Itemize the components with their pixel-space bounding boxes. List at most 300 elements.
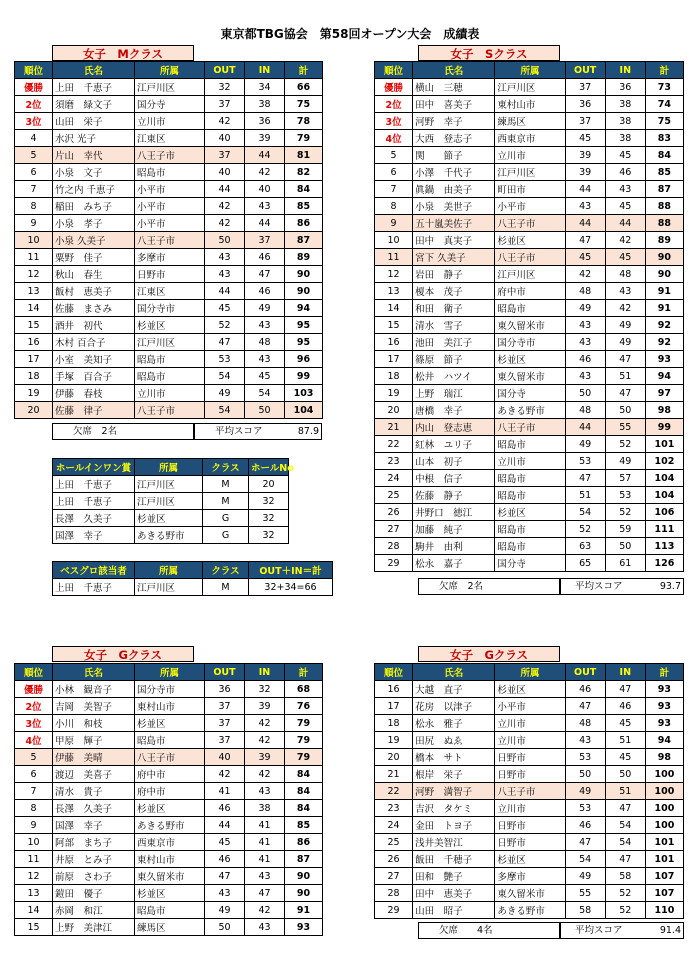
table-row	[15, 749, 323, 766]
cell-name: 上田 千恵子	[53, 579, 135, 596]
cell-affiliation: 杉並区	[135, 800, 205, 817]
cell-name: 河野 満智子	[413, 783, 495, 800]
cell-affiliation: 杉並区	[495, 504, 565, 521]
cell-out: 43	[565, 198, 605, 215]
table-row	[15, 385, 323, 402]
cell-in: 43	[245, 868, 285, 885]
table-row	[375, 732, 684, 749]
cell-total: 94	[645, 732, 683, 749]
column-header-rank: 順位	[375, 62, 413, 79]
cell-in: 52	[605, 504, 645, 521]
table-row	[375, 96, 684, 113]
cell-name: 岩田 静子	[413, 266, 495, 283]
cell-rank: 7	[15, 181, 53, 198]
column-header-out: OUT	[205, 664, 245, 681]
table-row	[15, 698, 323, 715]
cell-rank: 9	[15, 817, 53, 834]
cell-affiliation: 八王子市	[495, 783, 565, 800]
cell-out: 49	[565, 783, 605, 800]
cell-out: 40	[205, 749, 245, 766]
cell-rank: 18	[15, 368, 53, 385]
cell-rank: 15	[15, 317, 53, 334]
table-row	[15, 368, 323, 385]
cell-name: 田中 真実子	[413, 232, 495, 249]
cell-out: 58	[565, 902, 605, 919]
cell-affiliation: 東久留米市	[135, 868, 205, 885]
cell-rank: 5	[15, 147, 53, 164]
cell-in: 50	[605, 402, 645, 419]
cell-in: 42	[245, 766, 285, 783]
cell-out: 63	[565, 538, 605, 555]
cell-name: 水沢 光子	[53, 130, 135, 147]
cell-affiliation: 立川市	[495, 732, 565, 749]
cell-affiliation: 昭島市	[495, 538, 565, 555]
cell-total: 79	[285, 715, 323, 732]
section-label-s: 女子 Sクラス	[418, 45, 560, 61]
cell-in: 54	[605, 834, 645, 851]
cell-total: 66	[285, 79, 323, 96]
cell-affiliation: 小平市	[135, 198, 205, 215]
cell-affiliation: 八王子市	[135, 147, 205, 164]
cell-in: 47	[605, 385, 645, 402]
column-header-in: IN	[245, 664, 285, 681]
cell-in: 49	[245, 300, 285, 317]
section-label-m: 女子 Mクラス	[52, 45, 194, 61]
cell-rank: 28	[375, 538, 413, 555]
average-value: 93.7	[659, 581, 681, 592]
cell-out: 36	[565, 96, 605, 113]
cell-name: 小泉 久美子	[53, 232, 135, 249]
cell-total: 99	[285, 368, 323, 385]
cell-affiliation: 立川市	[495, 715, 565, 732]
cell-name: 上田 千恵子	[53, 493, 135, 510]
cell-total: 104	[645, 487, 683, 504]
cell-name: 松永 雅子	[413, 715, 495, 732]
column-header-in: IN	[605, 62, 645, 79]
cell-out: 48	[565, 283, 605, 300]
cell-name: 山本 初子	[413, 453, 495, 470]
cell-name: 根岸 栄子	[413, 766, 495, 783]
table-row	[375, 79, 684, 96]
cell-in: 52	[605, 436, 645, 453]
cell-out: 43	[565, 368, 605, 385]
cell-affiliation: 国分寺市	[135, 300, 205, 317]
cell-out: 45	[565, 249, 605, 266]
cell-out: 41	[205, 783, 245, 800]
cell-rank: 29	[375, 902, 413, 919]
cell-rank: 25	[375, 834, 413, 851]
cell-affiliation: 立川市	[495, 453, 565, 470]
best-gross-table	[52, 561, 333, 596]
column-header-out: OUT	[205, 62, 245, 79]
table-row	[375, 317, 684, 334]
cell-out: 37	[565, 79, 605, 96]
cell-total: 93	[645, 351, 683, 368]
cell-hole: 32	[249, 493, 289, 510]
average-label: 平均スコア	[215, 426, 263, 437]
cell-rank: 14	[15, 300, 53, 317]
cell-name: 花房 以津子	[413, 698, 495, 715]
cell-rank: 16	[15, 334, 53, 351]
cell-rank: 3位	[15, 715, 53, 732]
table-row	[375, 681, 684, 698]
cell-in: 49	[605, 453, 645, 470]
cell-total: 79	[285, 130, 323, 147]
cell-out: 53	[565, 800, 605, 817]
cell-rank: 7	[375, 181, 413, 198]
cell-in: 50	[605, 766, 645, 783]
cell-total: 100	[645, 783, 683, 800]
table-row	[15, 715, 323, 732]
cell-affiliation: 東村山市	[495, 96, 565, 113]
table-row	[375, 749, 684, 766]
cell-affiliation: 昭島市	[495, 521, 565, 538]
cell-affiliation: 西東京市	[495, 130, 565, 147]
table-row	[375, 783, 684, 800]
cell-rank: 20	[375, 402, 413, 419]
cell-total: 89	[645, 232, 683, 249]
cell-in: 44	[245, 215, 285, 232]
cell-rank: 19	[375, 385, 413, 402]
cell-rank: 18	[375, 368, 413, 385]
cell-name: 佐藤 律子	[53, 402, 135, 419]
cell-total: 84	[285, 783, 323, 800]
cell-in: 59	[605, 521, 645, 538]
table-row	[375, 181, 684, 198]
column-header-rank: 順位	[375, 664, 413, 681]
average-score-m	[194, 423, 322, 440]
cell-out: 49	[565, 868, 605, 885]
cell-in: 49	[605, 334, 645, 351]
cell-rank: 14	[15, 902, 53, 919]
cell-total: 87	[645, 181, 683, 198]
cell-in: 54	[605, 817, 645, 834]
table-row	[15, 317, 323, 334]
cell-name: 中根 信子	[413, 470, 495, 487]
cell-in: 50	[245, 402, 285, 419]
table-row	[375, 851, 684, 868]
cell-in: 47	[245, 885, 285, 902]
cell-affiliation: 日野市	[135, 266, 205, 283]
cell-total: 85	[645, 164, 683, 181]
cell-in: 53	[605, 487, 645, 504]
cell-name: 唐橋 幸子	[413, 402, 495, 419]
cell-total: 68	[285, 681, 323, 698]
cell-in: 47	[605, 800, 645, 817]
section-label-g1: 女子 Gクラス	[52, 646, 194, 662]
cell-affiliation: 江戸川区	[135, 334, 205, 351]
cell-name: 佐藤 静子	[413, 487, 495, 504]
cell-affiliation: 多摩市	[135, 249, 205, 266]
cell-total: 87	[285, 851, 323, 868]
cell-affiliation: 国分寺市	[495, 334, 565, 351]
cell-affiliation: 小平市	[135, 215, 205, 232]
cell-name: 紅林 ユリ子	[413, 436, 495, 453]
table-header-row	[53, 459, 289, 476]
cell-total: 91	[285, 902, 323, 919]
table-row	[375, 834, 684, 851]
table-row	[375, 715, 684, 732]
cell-out: 39	[565, 164, 605, 181]
table-row	[375, 487, 684, 504]
cell-total: 102	[645, 453, 683, 470]
cell-total: 94	[285, 300, 323, 317]
cell-affiliation: 昭島市	[135, 368, 205, 385]
cell-name: 伊藤 春枝	[53, 385, 135, 402]
cell-out: 55	[565, 885, 605, 902]
cell-affiliation: 多摩市	[495, 868, 565, 885]
cell-total: 110	[645, 902, 683, 919]
cell-in: 52	[605, 902, 645, 919]
cell-rank: 4位	[15, 732, 53, 749]
cell-out: 44	[565, 419, 605, 436]
cell-total: 113	[645, 538, 683, 555]
cell-rank: 19	[375, 732, 413, 749]
cell-affiliation: 昭島市	[135, 164, 205, 181]
cell-name: 国澤 幸子	[53, 817, 135, 834]
cell-out: 65	[565, 555, 605, 572]
table-row	[375, 817, 684, 834]
cell-total: 126	[645, 555, 683, 572]
cell-rank: 27	[375, 868, 413, 885]
table-row	[15, 902, 323, 919]
cell-total: 86	[285, 215, 323, 232]
results-table-g1	[14, 663, 323, 936]
cell-name: 河野 幸子	[413, 113, 495, 130]
cell-rank: 9	[375, 215, 413, 232]
cell-out: 47	[205, 334, 245, 351]
cell-name: 渡辺 美喜子	[53, 766, 135, 783]
section-label-g2: 女子 Gクラス	[418, 646, 560, 662]
table-row	[53, 527, 289, 544]
cell-name: 長澤 久美子	[53, 800, 135, 817]
cell-in: 47	[605, 681, 645, 698]
cell-name: 清水 貴子	[53, 783, 135, 800]
cell-affiliation: 府中市	[495, 283, 565, 300]
table-row	[375, 766, 684, 783]
cell-rank: 7	[15, 783, 53, 800]
cell-affiliation: 杉並区	[495, 351, 565, 368]
cell-total: 99	[645, 419, 683, 436]
cell-total: 91	[645, 300, 683, 317]
cell-rank: 16	[375, 334, 413, 351]
cell-in: 55	[605, 419, 645, 436]
average-label: 平均スコア	[575, 925, 623, 936]
cell-total: 90	[285, 283, 323, 300]
cell-out: 52	[205, 317, 245, 334]
cell-total: 74	[645, 96, 683, 113]
cell-affiliation: あきる野市	[135, 527, 203, 544]
cell-rank: 8	[375, 198, 413, 215]
cell-name: 横山 三穂	[413, 79, 495, 96]
cell-in: 43	[245, 351, 285, 368]
cell-name: 山田 栄子	[53, 113, 135, 130]
cell-name: 大西 登志子	[413, 130, 495, 147]
column-header-out: OUT	[565, 62, 605, 79]
cell-name: 池田 美江子	[413, 334, 495, 351]
cell-name: 鎧田 優子	[53, 885, 135, 902]
cell-name: 浅井美智江	[413, 834, 495, 851]
table-row	[15, 681, 323, 698]
table-row	[53, 579, 333, 596]
cell-out: 36	[205, 681, 245, 698]
cell-name: 山田 昭子	[413, 902, 495, 919]
cell-total: 107	[645, 885, 683, 902]
cell-class: G	[203, 527, 249, 544]
table-row	[375, 113, 684, 130]
cell-affiliation: 杉並区	[495, 232, 565, 249]
cell-name: 宮下 久美子	[413, 249, 495, 266]
cell-total: 90	[285, 868, 323, 885]
cell-in: 41	[245, 834, 285, 851]
cell-name: 田尻 ぬゑ	[413, 732, 495, 749]
table-row	[53, 493, 289, 510]
cell-affiliation: あきる野市	[495, 402, 565, 419]
cell-out: 50	[565, 766, 605, 783]
cell-affiliation: 昭島市	[135, 732, 205, 749]
cell-rank: 4位	[375, 130, 413, 147]
table-row	[15, 402, 323, 419]
table-row	[375, 470, 684, 487]
cell-name: 粟野 佳子	[53, 249, 135, 266]
cell-affiliation: 立川市	[495, 147, 565, 164]
cell-out: 47	[565, 834, 605, 851]
cell-in: 44	[605, 215, 645, 232]
cell-in: 46	[245, 283, 285, 300]
cell-affiliation: 八王子市	[495, 249, 565, 266]
cell-in: 38	[605, 113, 645, 130]
cell-name: 小澤 千代子	[413, 164, 495, 181]
cell-affiliation: 杉並区	[135, 885, 205, 902]
cell-out: 47	[565, 698, 605, 715]
cell-in: 42	[245, 902, 285, 919]
cell-out: 37	[565, 113, 605, 130]
table-header-row	[375, 664, 684, 681]
cell-name: 駒井 由利	[413, 538, 495, 555]
cell-affiliation: 国分寺	[495, 385, 565, 402]
cell-out: 43	[205, 885, 245, 902]
cell-in: 51	[605, 368, 645, 385]
cell-total: 85	[285, 198, 323, 215]
cell-name: 上野 美津江	[53, 919, 135, 936]
cell-name: 小泉 文子	[53, 164, 135, 181]
cell-total: 84	[285, 800, 323, 817]
table-row	[375, 198, 684, 215]
cell-name: 小泉 美世子	[413, 198, 495, 215]
cell-in: 38	[245, 800, 285, 817]
cell-in: 45	[605, 198, 645, 215]
table-row	[15, 113, 323, 130]
table-row	[53, 510, 289, 527]
cell-affiliation: 練馬区	[495, 113, 565, 130]
cell-rank: 10	[375, 232, 413, 249]
cell-out: 37	[205, 96, 245, 113]
cell-class: M	[203, 579, 249, 596]
cell-name: 片山 幸代	[53, 147, 135, 164]
cell-in: 48	[605, 266, 645, 283]
cell-name: 松井 ハツイ	[413, 368, 495, 385]
table-row	[15, 215, 323, 232]
cell-out: 53	[565, 749, 605, 766]
cell-in: 41	[245, 851, 285, 868]
cell-in: 49	[605, 317, 645, 334]
cell-out: 43	[565, 317, 605, 334]
cell-out: 50	[205, 232, 245, 249]
cell-affiliation: 国分寺	[135, 96, 205, 113]
cell-name: 赤岡 和江	[53, 902, 135, 919]
cell-rank: 11	[15, 249, 53, 266]
table-row	[375, 555, 684, 572]
cell-total: 101	[645, 436, 683, 453]
cell-out: 47	[205, 868, 245, 885]
cell-total: 101	[645, 834, 683, 851]
cell-in: 45	[245, 368, 285, 385]
cell-name: 井原 とみ子	[53, 851, 135, 868]
cell-in: 46	[605, 164, 645, 181]
column-header-name: 氏名	[53, 664, 135, 681]
cell-name: 飯村 恵美子	[53, 283, 135, 300]
cell-in: 57	[605, 470, 645, 487]
cell-total: 83	[645, 130, 683, 147]
table-row	[15, 249, 323, 266]
table-row	[15, 130, 323, 147]
cell-name: 上野 瑞江	[413, 385, 495, 402]
cell-name: 金田 トヨ子	[413, 817, 495, 834]
cell-in: 43	[245, 919, 285, 936]
cell-out: 48	[565, 402, 605, 419]
cell-out: 43	[565, 334, 605, 351]
cell-out: 50	[205, 919, 245, 936]
cell-total: 93	[645, 681, 683, 698]
cell-affiliation: 町田市	[495, 181, 565, 198]
table-row	[375, 164, 684, 181]
cell-out: 40	[205, 164, 245, 181]
cell-rank: 3位	[15, 113, 53, 130]
cell-name: 酒井 初代	[53, 317, 135, 334]
cell-out: 51	[565, 487, 605, 504]
table-row	[375, 419, 684, 436]
cell-rank: 3位	[375, 113, 413, 130]
cell-out: 52	[565, 521, 605, 538]
cell-total: 81	[285, 147, 323, 164]
cell-affiliation: 杉並区	[495, 851, 565, 868]
cell-out: 47	[565, 470, 605, 487]
cell-name: 小泉 孝子	[53, 215, 135, 232]
column-header-in: IN	[605, 664, 645, 681]
cell-out: 54	[205, 402, 245, 419]
cell-name: 関 節子	[413, 147, 495, 164]
column-header-score: OUT＋IN＝計	[249, 562, 333, 579]
cell-out: 53	[565, 453, 605, 470]
cell-name: 大越 直子	[413, 681, 495, 698]
table-header-row	[15, 62, 323, 79]
cell-total: 93	[285, 919, 323, 936]
table-row	[375, 147, 684, 164]
cell-out: 49	[565, 300, 605, 317]
cell-affiliation: 昭島市	[495, 436, 565, 453]
cell-rank: 20	[15, 402, 53, 419]
cell-rank: 5	[375, 147, 413, 164]
column-header-name: 氏名	[413, 664, 495, 681]
cell-affiliation: 杉並区	[135, 510, 203, 527]
cell-rank: 6	[15, 164, 53, 181]
cell-total: 107	[645, 868, 683, 885]
absent-count-s: 欠席 2名	[418, 578, 560, 595]
cell-total: 86	[285, 834, 323, 851]
table-row	[375, 130, 684, 147]
cell-rank: 15	[15, 919, 53, 936]
cell-affiliation: 東村山市	[135, 698, 205, 715]
